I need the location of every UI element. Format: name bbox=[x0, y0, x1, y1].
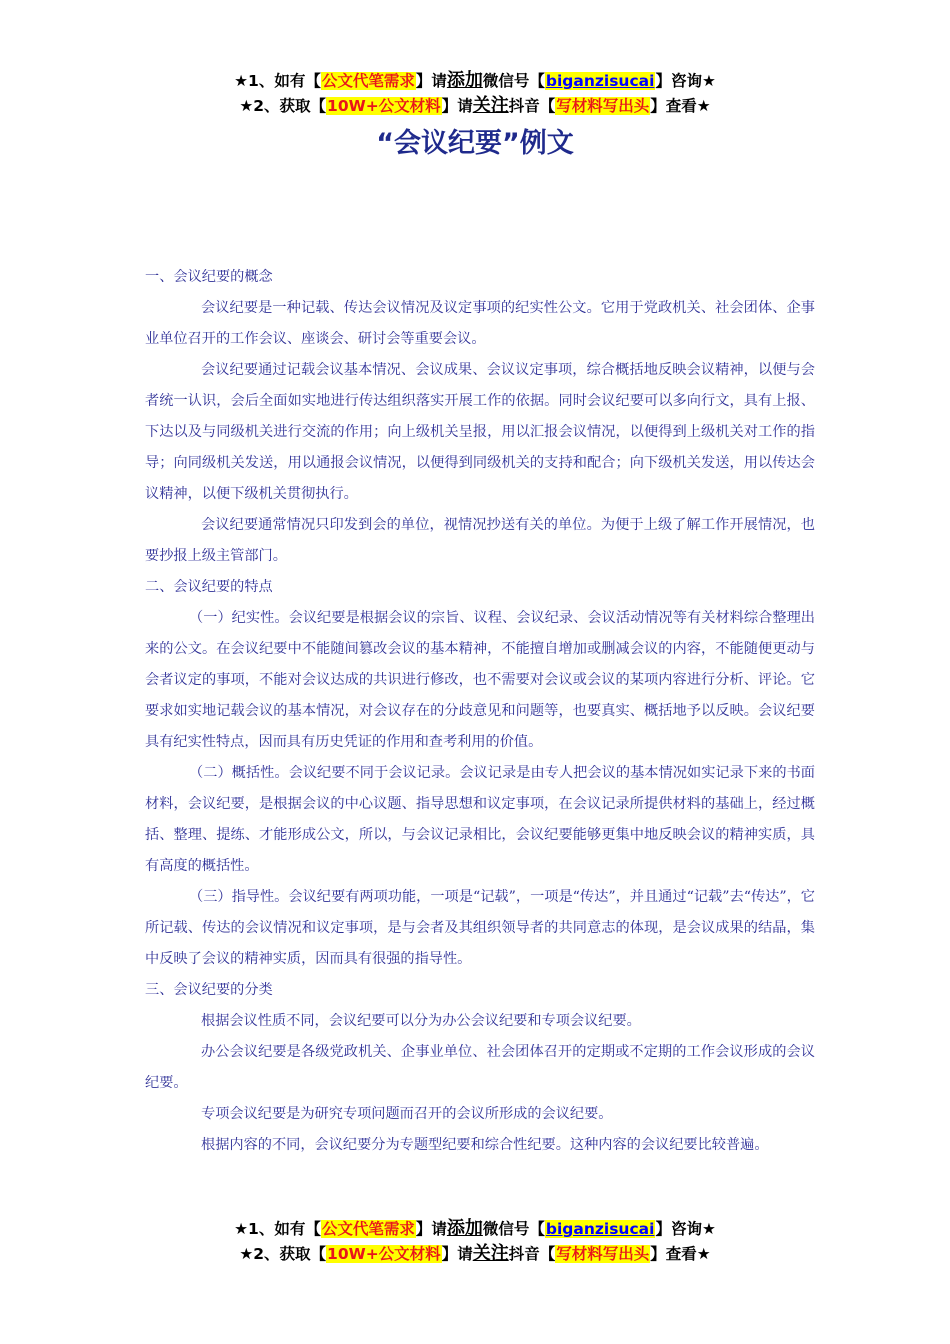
ad2-prefix: ★2、获取【 bbox=[239, 97, 327, 115]
paragraph-6: （三）指导性。会议纪要有两项功能，一项是“记载”，一项是“传达”，并且通过“记载”去“传达”，它所记载、传达的会议情况和议定事项，是与会者及其组织领导者的共同意志的体现，是会议成果的结晶，集中反映了会议的精神实质，因而具有很强的指导性。 bbox=[145, 889, 815, 967]
ad2b-prefix: ★2、获取【 bbox=[239, 1245, 327, 1263]
ad2b-suffix: 】查看★ bbox=[650, 1245, 711, 1263]
paragraph-1: 会议纪要是一种记载、传达会议情况及议定事项的纪实性公文。它用于党政机关、社会团体、企事业单位召开的工作会议、座谈会、研讨会等重要会议。 bbox=[145, 300, 815, 347]
wechat-id-link[interactable]: biganzisucai bbox=[545, 72, 655, 90]
ad2b-mid2: 抖音【 bbox=[508, 1245, 556, 1263]
ad1b-mid1: 】请 bbox=[415, 1220, 447, 1238]
ad2-mid1: 】请 bbox=[441, 97, 473, 115]
ad1b-mid2: 微信号【 bbox=[482, 1220, 545, 1238]
wechat-id-link-bottom[interactable]: biganzisucai bbox=[545, 1220, 655, 1238]
paragraph-3: 会议纪要通常情况只印发到会的单位，视情况抄送有关的单位。为便于上级了解工作开展情况，也要抄报上级主管部门。 bbox=[145, 517, 815, 564]
ad2-mid2: 抖音【 bbox=[508, 97, 556, 115]
ad1-mid2: 微信号【 bbox=[482, 72, 545, 90]
ad-line-2-bottom bbox=[0, 1243, 950, 1265]
ad2-highlight2: 写材料写出头 bbox=[556, 97, 650, 115]
section-heading-1: 一、会议纪要的概念 bbox=[145, 269, 273, 285]
ad1-prefix: ★1、如有【 bbox=[234, 72, 321, 90]
paragraph-7: 根据会议性质不同，会议纪要可以分为办公会议纪要和专项会议纪要。 bbox=[201, 1013, 641, 1029]
paragraph-2: 会议纪要通过记载会议基本情况、会议成果、会议议定事项，综合概括地反映会议精神，以便与会者统一认识，会后全面如实地进行传达组织落实开展工作的依据。同时会议纪要可以多向行文，具有上报、下达以及与同级机关进行交流的作用；向上级机关呈报，用以汇报会议情况，以便得到上级机关对工作的指导；向同级机关发送，用以通报会议情况，以便得到同级机关的支持和配合；向下级机关发送，用以传达会议精神，以便下级机关贯彻执行。 bbox=[145, 362, 815, 502]
ad1b-highlight: 公文代笔需求 bbox=[321, 1220, 415, 1238]
document-body bbox=[145, 262, 815, 1161]
ad1-big: 添加 bbox=[446, 70, 483, 91]
ad1b-big: 添加 bbox=[446, 1218, 483, 1239]
ad-line-2 bbox=[0, 95, 950, 117]
ad2-suffix: 】查看★ bbox=[650, 97, 711, 115]
ad2b-highlight2: 写材料写出头 bbox=[556, 1245, 650, 1263]
ad1-mid1: 】请 bbox=[415, 72, 447, 90]
paragraph-4: （一）纪实性。会议纪要是根据会议的宗旨、议程、会议纪录、会议活动情况等有关材料综合整理出来的公文。在会议纪要中不能随间篡改会议的基本精神，不能擅自增加或删减会议的内容，不能随便更动与会者议定的事项，不能对会议达成的共识进行修改，也不需要对会议或会议的某项内容进行分析、评论。它要求如实地记载会议的基本情况，对会议存在的分歧意见和问题等，也要真实、概括地予以反映。会议纪要具有纪实性特点，因而具有历史凭证的作用和查考利用的价值。 bbox=[145, 610, 815, 750]
ad-line-1-bottom bbox=[0, 1218, 950, 1240]
ad2-highlight: 10W+公文材料 bbox=[327, 97, 441, 115]
ad1-highlight: 公文代笔需求 bbox=[321, 72, 415, 90]
ad2b-mid1: 】请 bbox=[441, 1245, 473, 1263]
paragraph-10: 根据内容的不同，会议纪要分为专题型纪要和综合性纪要。这种内容的会议纪要比较普遍。 bbox=[201, 1137, 769, 1153]
page-title: “会议纪要”例文 bbox=[376, 128, 574, 159]
ad2-big: 关注 bbox=[472, 95, 509, 116]
ad1b-suffix: 】咨询★ bbox=[655, 1220, 716, 1238]
section-heading-3: 三、会议纪要的分类 bbox=[145, 982, 273, 998]
paragraph-8: 办公会议纪要是各级党政机关、企事业单位、社会团体召开的定期或不定期的工作会议形成的会议纪要。 bbox=[145, 1044, 815, 1091]
section-heading-2: 二、会议纪要的特点 bbox=[145, 579, 273, 595]
paragraph-9: 专项会议纪要是为研究专项问题而召开的会议所形成的会议纪要。 bbox=[201, 1106, 613, 1122]
ad-line-1 bbox=[0, 70, 950, 92]
ad1-suffix: 】咨询★ bbox=[655, 72, 716, 90]
ad2b-big: 关注 bbox=[472, 1243, 509, 1264]
ad2b-highlight: 10W+公文材料 bbox=[327, 1245, 441, 1263]
ad1b-prefix: ★1、如有【 bbox=[234, 1220, 321, 1238]
paragraph-5: （二）概括性。会议纪要不同于会议记录。会议记录是由专人把会议的基本情况如实记录下来的书面材料，会议纪要，是根据会议的中心议题、指导思想和议定事项，在会议记录所提供材料的基础上，经过概括、整理、提练、才能形成公文，所以，与会议记录相比，会议纪要能够更集中地反映会议的精神实质，具有高度的概括性。 bbox=[145, 765, 815, 874]
